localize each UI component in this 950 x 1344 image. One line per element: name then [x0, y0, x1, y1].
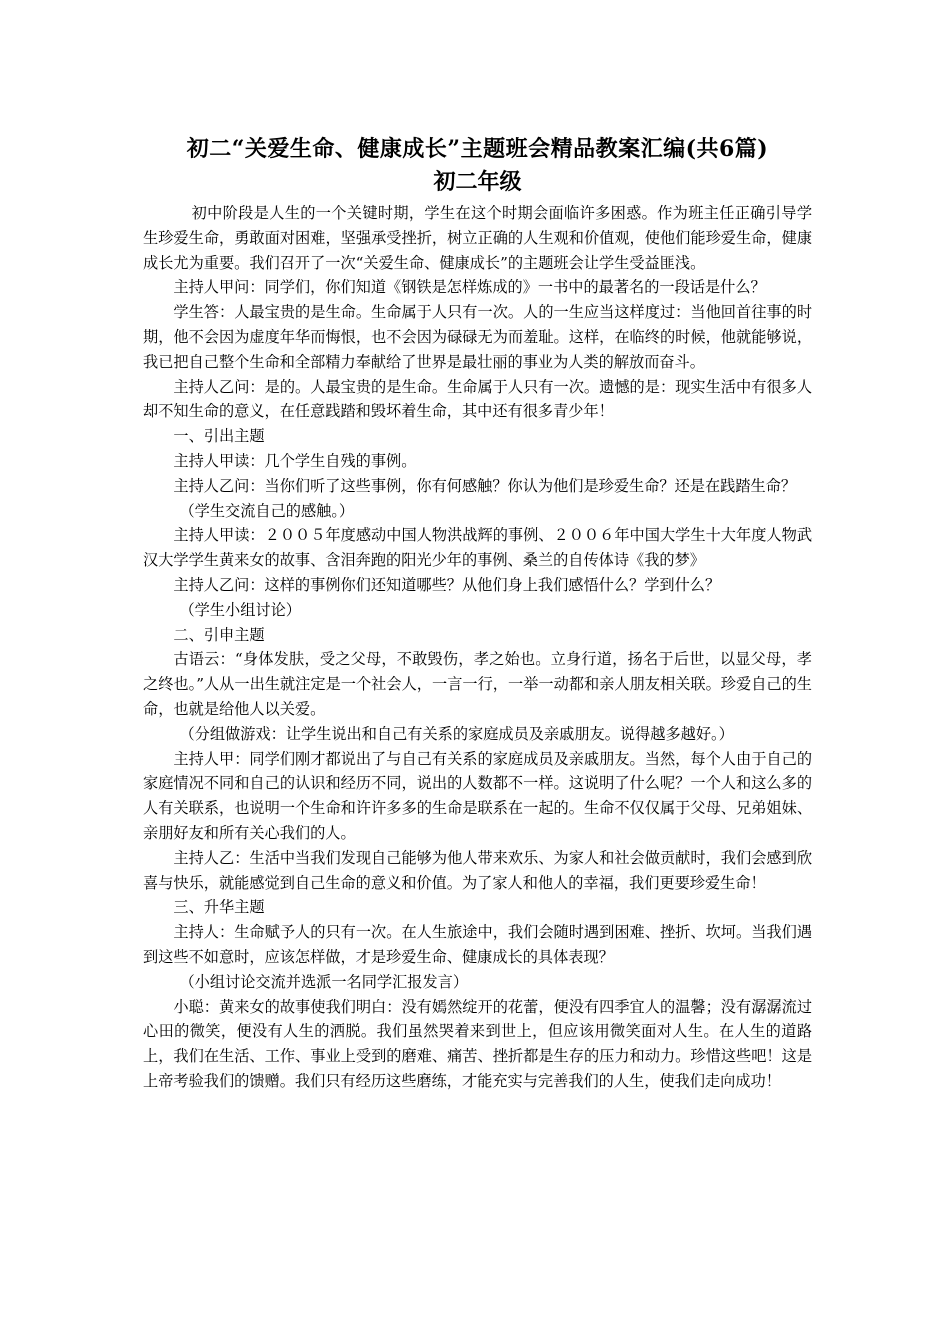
paragraph: 主持人乙问：当你们听了这些事例，你有何感触？你认为他们是珍爱生命？还是在践踏生命？	[173, 476, 797, 495]
paragraph: 主持人乙：生活中当我们发现自己能够为他人带来欢乐、为家人和社会做贡献时，我们会感到欣喜与快乐，就能感觉到自己生命的意义和价值。为了家人和他人的幸福，我们更要珍爱生命！	[143, 848, 812, 892]
paragraph: 学生答：人最宝贵的是生命。生命属于人只有一次。人的一生应当这样度过：当他回首往事的时期，他不会因为虚度年华而悔恨，也不会因为碌碌无为而羞耻。这样，在临终的时候，他就能够说，我已把自己整个生命和全部精力奉献给了世界是最壮丽的事业为人类的解放而奋斗。	[143, 303, 812, 371]
paragraph: 古语云：“身体发肤，受之父母，不敢毁伤，孝之始也。立身行道，扬名于后世，以显父母，孝之终也。”人从一出生就注定是一个社会人，一言一行，一举一动都和亲人朋友相关联。珍爱自己的生命，也就是给他人以关爱。	[143, 650, 812, 718]
section-heading: 三、升华主题	[173, 898, 265, 917]
paragraph-note: （分组做游戏：让学生说出和自己有关系的家庭成员及亲戚朋友。说得越多越好。）	[179, 724, 734, 743]
paragraph: 主持人乙问：是的。人最宝贵的是生命。生命属于人只有一次。遗憾的是：现实生活中有很多人却不知生命的意义，在任意践踏和毁坏着生命，其中还有很多青少年！	[143, 377, 812, 421]
section-heading: 一、引出主题	[173, 427, 265, 446]
paragraph-note: （学生交流自己的感触。）	[179, 501, 355, 520]
paragraph: 主持人乙问：这样的事例你们还知道哪些？从他们身上我们感悟什么？学到什么？	[173, 575, 721, 594]
document-subtitle: 初二年级	[433, 169, 522, 195]
paragraph: 主持人甲读：２００５年度感动中国人物洪战辉的事例、２００６年中国大学生十大年度人物武汉大学学生黄来女的故事、含泪奔跑的阳光少年的事例、桑兰的自传体诗《我的梦》	[143, 526, 812, 570]
document-title: 初二“关爱生命、健康成长”主题班会精品教案汇编(共6篇)	[186, 136, 769, 162]
paragraph-note: （学生小组讨论）	[179, 600, 301, 619]
paragraph: 主持人甲：同学们刚才都说出了与自己有关系的家庭成员及亲戚朋友。当然，每个人由于自己的家庭情况不同和自己的认识和经历不同，说出的人数都不一样。这说明了什么呢？一个人和这么多的人有关联系，也说明一个生命和许许多多的生命是联系在一起的。生命不仅仅属于父母、兄弟姐妹、亲朋好友和所有关心我们的人。	[143, 749, 812, 842]
section-heading: 二、引申主题	[173, 625, 265, 644]
paragraph: 主持人：生命赋予人的只有一次。在人生旅途中，我们会随时遇到困难、挫折、坎坷。当我们遇到这些不如意时，应该怎样做，才是珍爱生命、健康成长的具体表现？	[143, 923, 812, 966]
paragraph: 主持人甲问：同学们，你们知道《钢铁是怎样炼成的》一书中的最著名的一段话是什么？	[173, 278, 766, 297]
paragraph: 主持人甲读：几个学生自残的事例。	[173, 451, 417, 470]
paragraph: 小聪：黄来女的故事使我们明白：没有嫣然绽开的花蕾，便没有四季宜人的温馨；没有潺潺流过心田的微笑，便没有人生的洒脱。我们虽然哭着来到世上，但应该用微笑面对人生。在人生的道路上，我们在生活、工作、事业上受到的磨难、痛苦、挫折都是生存的压力和动力。珍惜这些吧！这是上帝考验我们的馈赠。我们只有经历这些磨练，才能充实与完善我们的人生，使我们走向成功！	[143, 997, 812, 1090]
paragraph-note: （小组讨论交流并选派一名同学汇报发言）	[179, 972, 469, 991]
document-body	[143, 201, 812, 1094]
paragraph-intro: 初中阶段是人生的一个关键时期，学生在这个时期会面临许多困惑。作为班主任正确引导学生珍爱生命，勇敢面对困难，坚强承受挫折，树立正确的人生观和价值观，使他们能珍爱生命，健康成长尤为重要。我们召开了一次“关爱生命、健康成长”的主题班会让学生受益匪浅。	[143, 204, 812, 272]
